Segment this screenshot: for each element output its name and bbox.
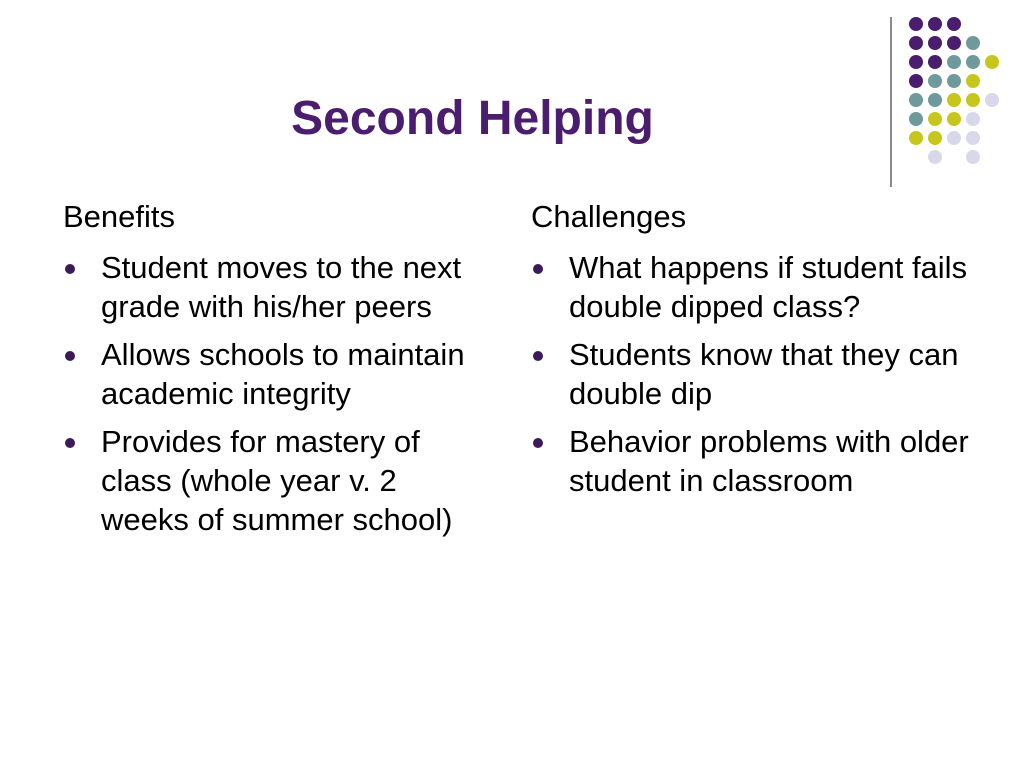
yellow-dot [966, 74, 980, 88]
benefits-column [63, 197, 493, 548]
yellow-dot [966, 93, 980, 107]
lavender-dot [966, 131, 980, 145]
challenges-item-text: Students know that they can double dip [569, 337, 959, 411]
lavender-dot [966, 112, 980, 126]
bullet-icon [65, 351, 75, 361]
bullet-icon [65, 264, 75, 274]
purple-dot [909, 74, 923, 88]
challenges-item-text: What happens if student fails double dipped class? [569, 250, 968, 324]
yellow-dot [947, 112, 961, 126]
challenges-list-item [531, 248, 971, 326]
slide-title: Second Helping [291, 92, 654, 145]
challenges-list [531, 248, 971, 500]
challenges-list-item [531, 335, 971, 413]
purple-dot [947, 36, 961, 50]
benefits-list [63, 248, 493, 539]
teal-dot [947, 55, 961, 69]
purple-dot [947, 17, 961, 31]
challenges-column [531, 197, 971, 509]
challenges-list-item [531, 422, 971, 500]
benefits-heading: Benefits [63, 199, 176, 234]
challenges-heading: Challenges [531, 199, 687, 234]
benefits-item-text: Student moves to the next grade with his/her peers [101, 250, 462, 324]
benefits-item-text: Provides for mastery of class (whole year v. 2 weeks of summer school) [101, 424, 453, 537]
bullet-icon [533, 351, 543, 361]
purple-dot [909, 36, 923, 50]
benefits-item-text: Allows schools to maintain academic integrity [101, 337, 465, 411]
bullet-icon [533, 264, 543, 274]
purple-dot [928, 36, 942, 50]
benefits-list-item [63, 335, 493, 413]
teal-dot [966, 36, 980, 50]
yellow-dot [947, 93, 961, 107]
challenges-item-text: Behavior problems with older student in classroom [569, 424, 969, 498]
benefits-list-item [63, 422, 493, 539]
benefits-list-item [63, 248, 493, 326]
purple-dot [909, 17, 923, 31]
purple-dot [909, 55, 923, 69]
yellow-dot [985, 55, 999, 69]
teal-dot [928, 74, 942, 88]
teal-dot [966, 55, 980, 69]
purple-dot [928, 17, 942, 31]
teal-dot [947, 74, 961, 88]
bullet-icon [533, 438, 543, 448]
lavender-dot [947, 131, 961, 145]
purple-dot [928, 55, 942, 69]
lavender-dot [966, 150, 980, 164]
bullet-icon [65, 438, 75, 448]
lavender-dot [928, 150, 942, 164]
lavender-dot [985, 93, 999, 107]
